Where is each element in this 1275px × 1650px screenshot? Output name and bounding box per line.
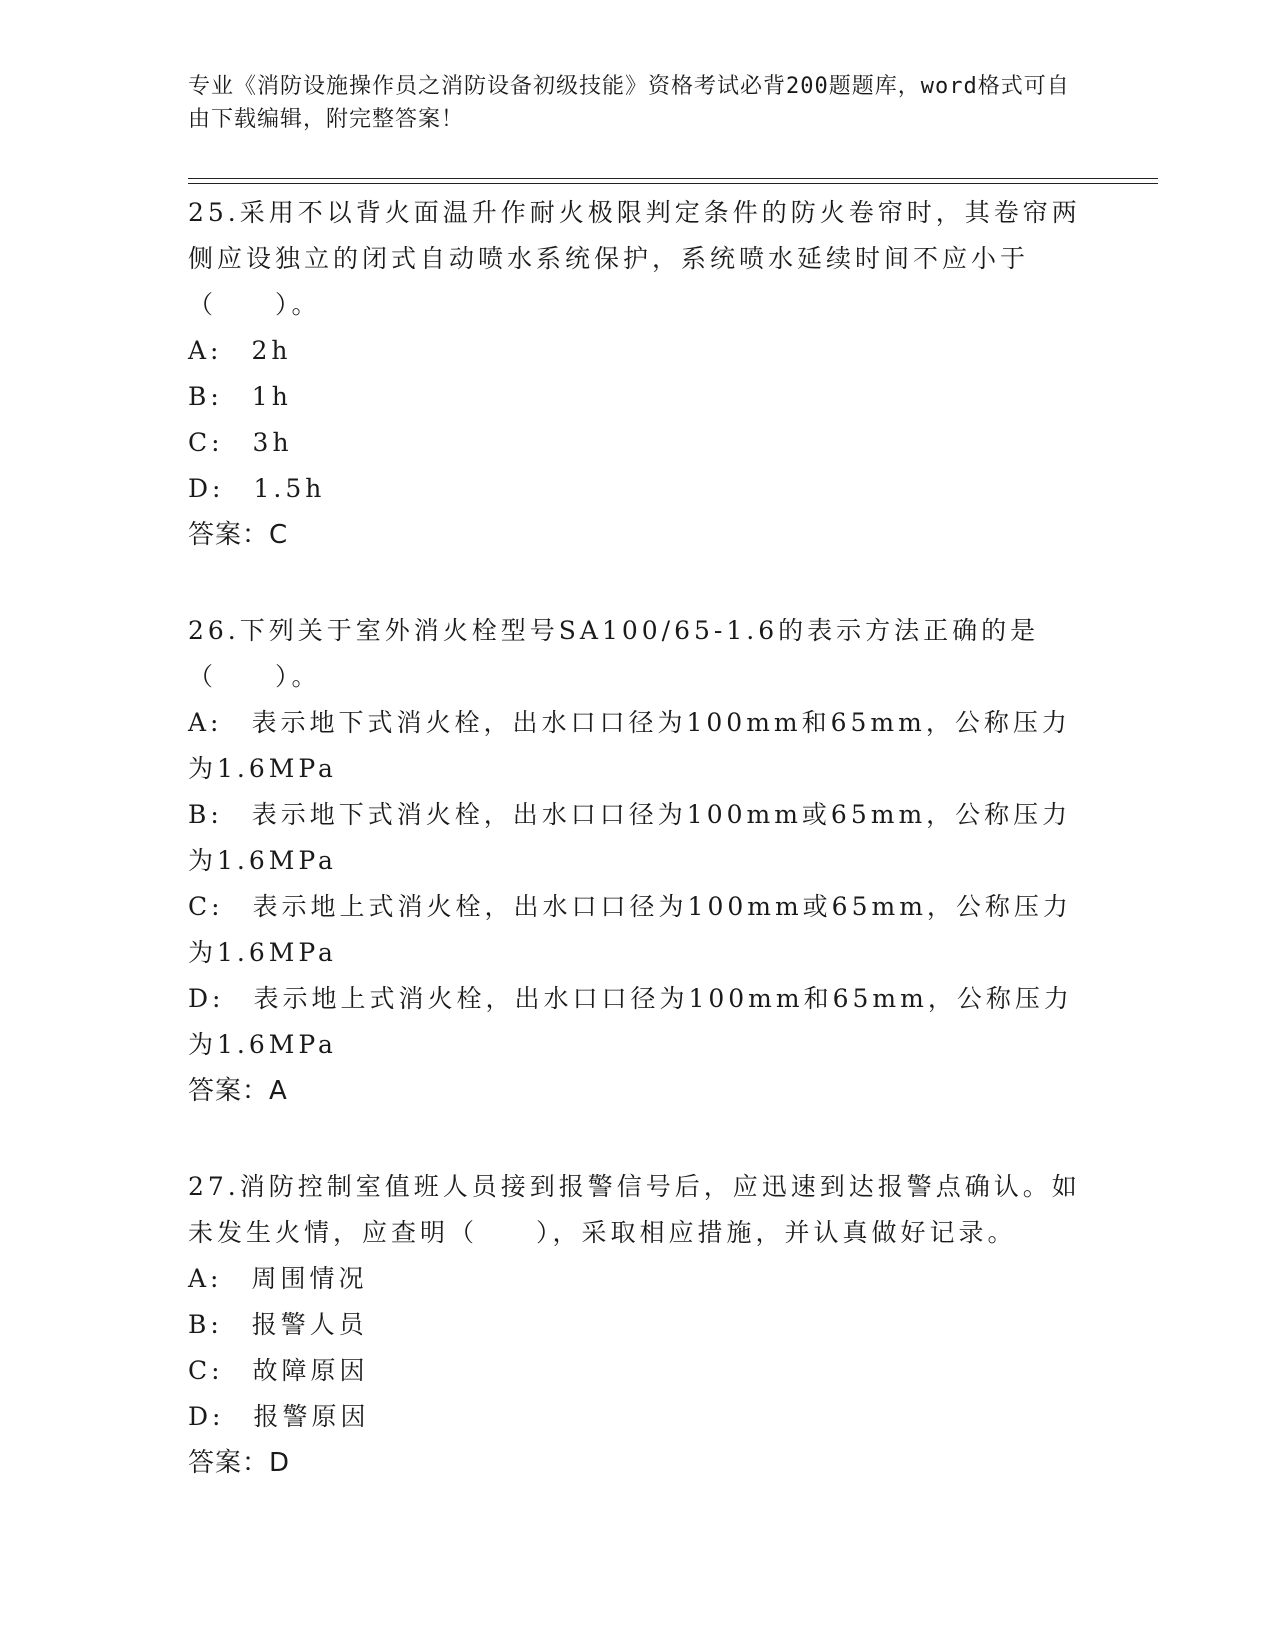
option-a: A: 表示地下式消火栓，出水口口径为100mm和65mm，公称压力为1.6MPa [188, 708, 1071, 783]
option-b: B: 1h [188, 382, 292, 411]
option-c: C: 表示地上式消火栓，出水口口径为100mm或65mm，公称压力为1.6MPa [188, 892, 1072, 967]
option-a: A: 周围情况 [188, 1264, 368, 1293]
option-d: D: 1.5h [188, 474, 326, 503]
option-c: C: 3h [188, 428, 293, 457]
option-d: D: 报警原因 [188, 1402, 370, 1431]
option-b: B: 报警人员 [188, 1310, 368, 1339]
question-list [188, 190, 1088, 1536]
option-d: D: 表示地上式消火栓，出水口口径为100mm和65mm，公称压力为1.6MPa [188, 984, 1073, 1059]
question-text: 25.采用不以背火面温升作耐火极限判定条件的防火卷帘时，其卷帘两侧应设独立的闭式自动喷水系统保护，系统喷水延续时间不应小于（ ）。 [188, 198, 1081, 319]
question-26 [188, 608, 1088, 1114]
document-header: 专业《消防设施操作员之消防设备初级技能》资格考试必背200题题库，word格式可自由下载编辑，附完整答案！ [188, 74, 1070, 132]
question-text: 27.消防控制室值班人员接到报警信号后，应迅速到达报警点确认。如未发生火情，应查明（ ），采取相应措施，并认真做好记录。 [188, 1172, 1081, 1247]
question-text: 26.下列关于室外消火栓型号SA100/65-1.6的表示方法正确的是（ ）。 [188, 616, 1040, 691]
option-a: A: 2h [188, 336, 292, 365]
answer-line: 答案：D [188, 1448, 291, 1478]
question-25 [188, 190, 1088, 558]
option-b: B: 表示地下式消火栓，出水口口径为100mm或65mm，公称压力为1.6MPa [188, 800, 1072, 875]
question-27 [188, 1164, 1088, 1486]
answer-line: 答案：C [188, 520, 289, 550]
option-c: C: 故障原因 [188, 1356, 369, 1385]
header-divider-top [188, 178, 1158, 179]
answer-line: 答案：A [188, 1076, 288, 1106]
header-divider-bottom [188, 183, 1158, 184]
